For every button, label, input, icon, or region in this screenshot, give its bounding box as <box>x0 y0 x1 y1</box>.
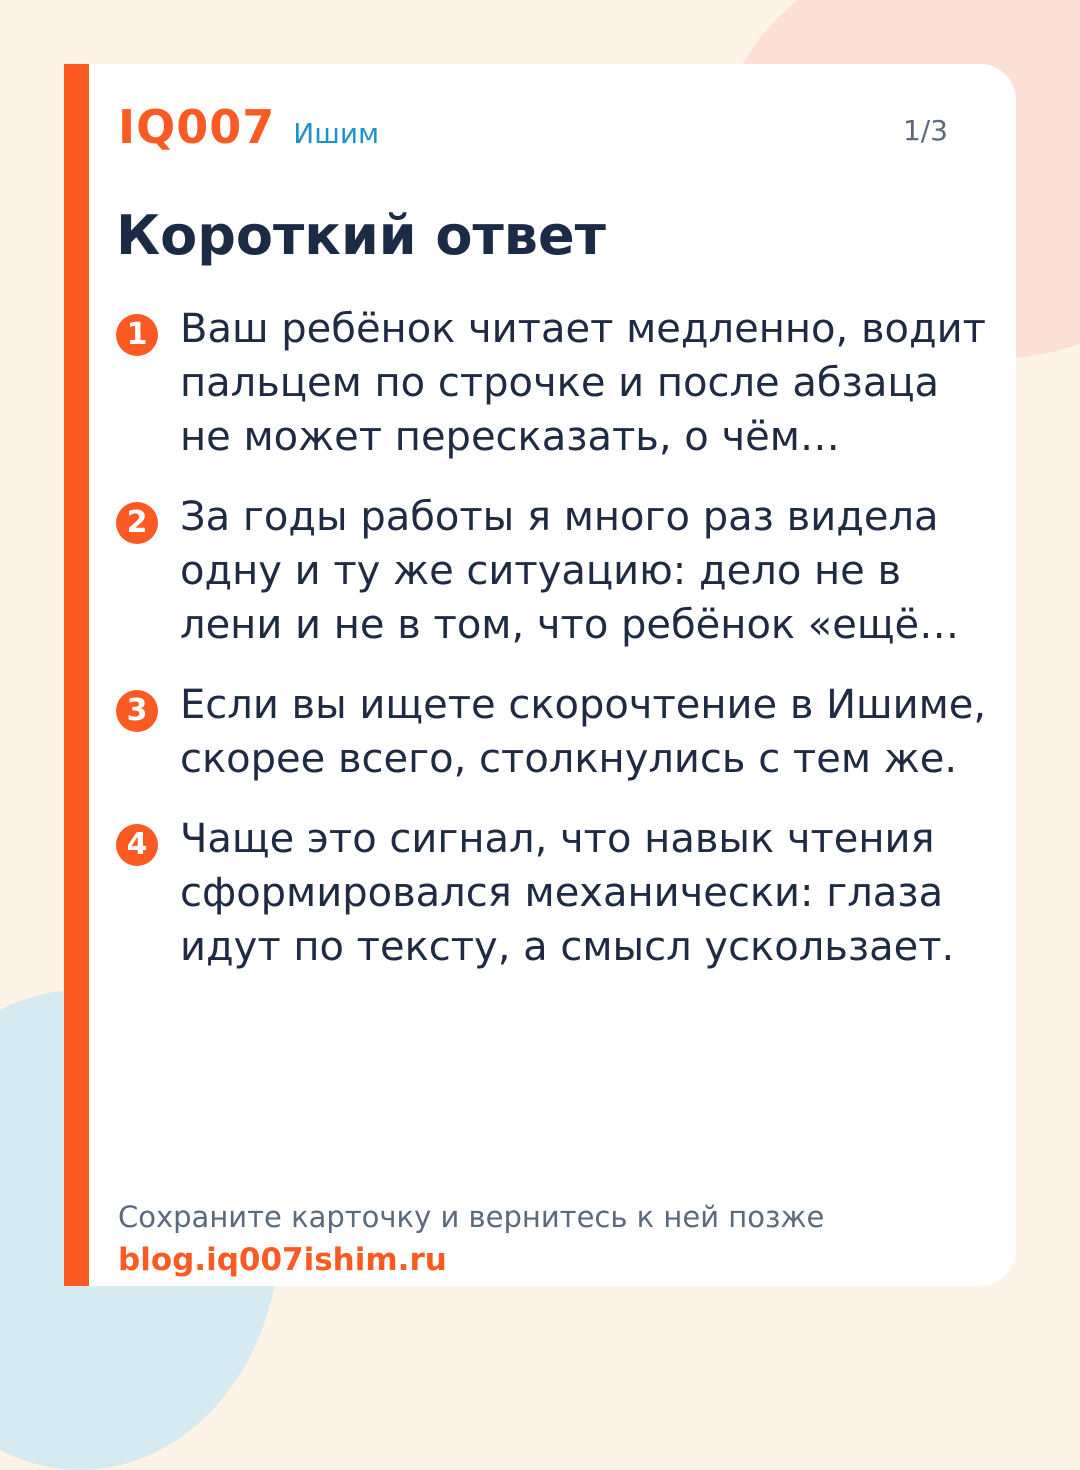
point-item-1 <box>116 302 996 464</box>
accent-bar <box>64 64 89 1286</box>
number-badge-3: 3 <box>116 690 158 732</box>
point-text-2: За годы работы я много раз видела одну и ту же ситуацию: дело не в лени и не в том, что ребёнок «ещё… <box>180 494 960 648</box>
number-badge-1: 1 <box>116 314 158 356</box>
point-item-4 <box>116 812 996 974</box>
card-title: Короткий ответ <box>116 204 606 267</box>
brand-logo: IQ007 <box>118 100 276 154</box>
page-counter: 1/3 <box>902 114 948 147</box>
blog-link[interactable]: blog.iq007ishim.ru <box>118 1242 447 1278</box>
brand-header <box>118 100 379 160</box>
point-text-3: Если вы ищете скорочтение в Ишиме, скорее всего, столкнулись с тем же. <box>180 682 987 782</box>
point-text-1: Ваш ребёнок читает медленно, водит пальцем по строчке и после абзаца не может пересказать, о чём… <box>180 306 986 460</box>
point-item-2 <box>116 490 996 652</box>
number-badge-4: 4 <box>116 824 158 866</box>
content-card <box>64 64 1016 1286</box>
point-text-4: Чаще это сигнал, что навык чтения сформировался механически: глаза идут по тексту, а смысл ускользает. <box>180 816 955 970</box>
number-badge-2: 2 <box>116 502 158 544</box>
brand-city: Ишим <box>293 117 380 150</box>
save-hint-text: Сохраните карточку и вернитесь к ней позже <box>118 1200 825 1234</box>
points-list <box>116 302 996 1000</box>
point-item-3 <box>116 678 996 786</box>
